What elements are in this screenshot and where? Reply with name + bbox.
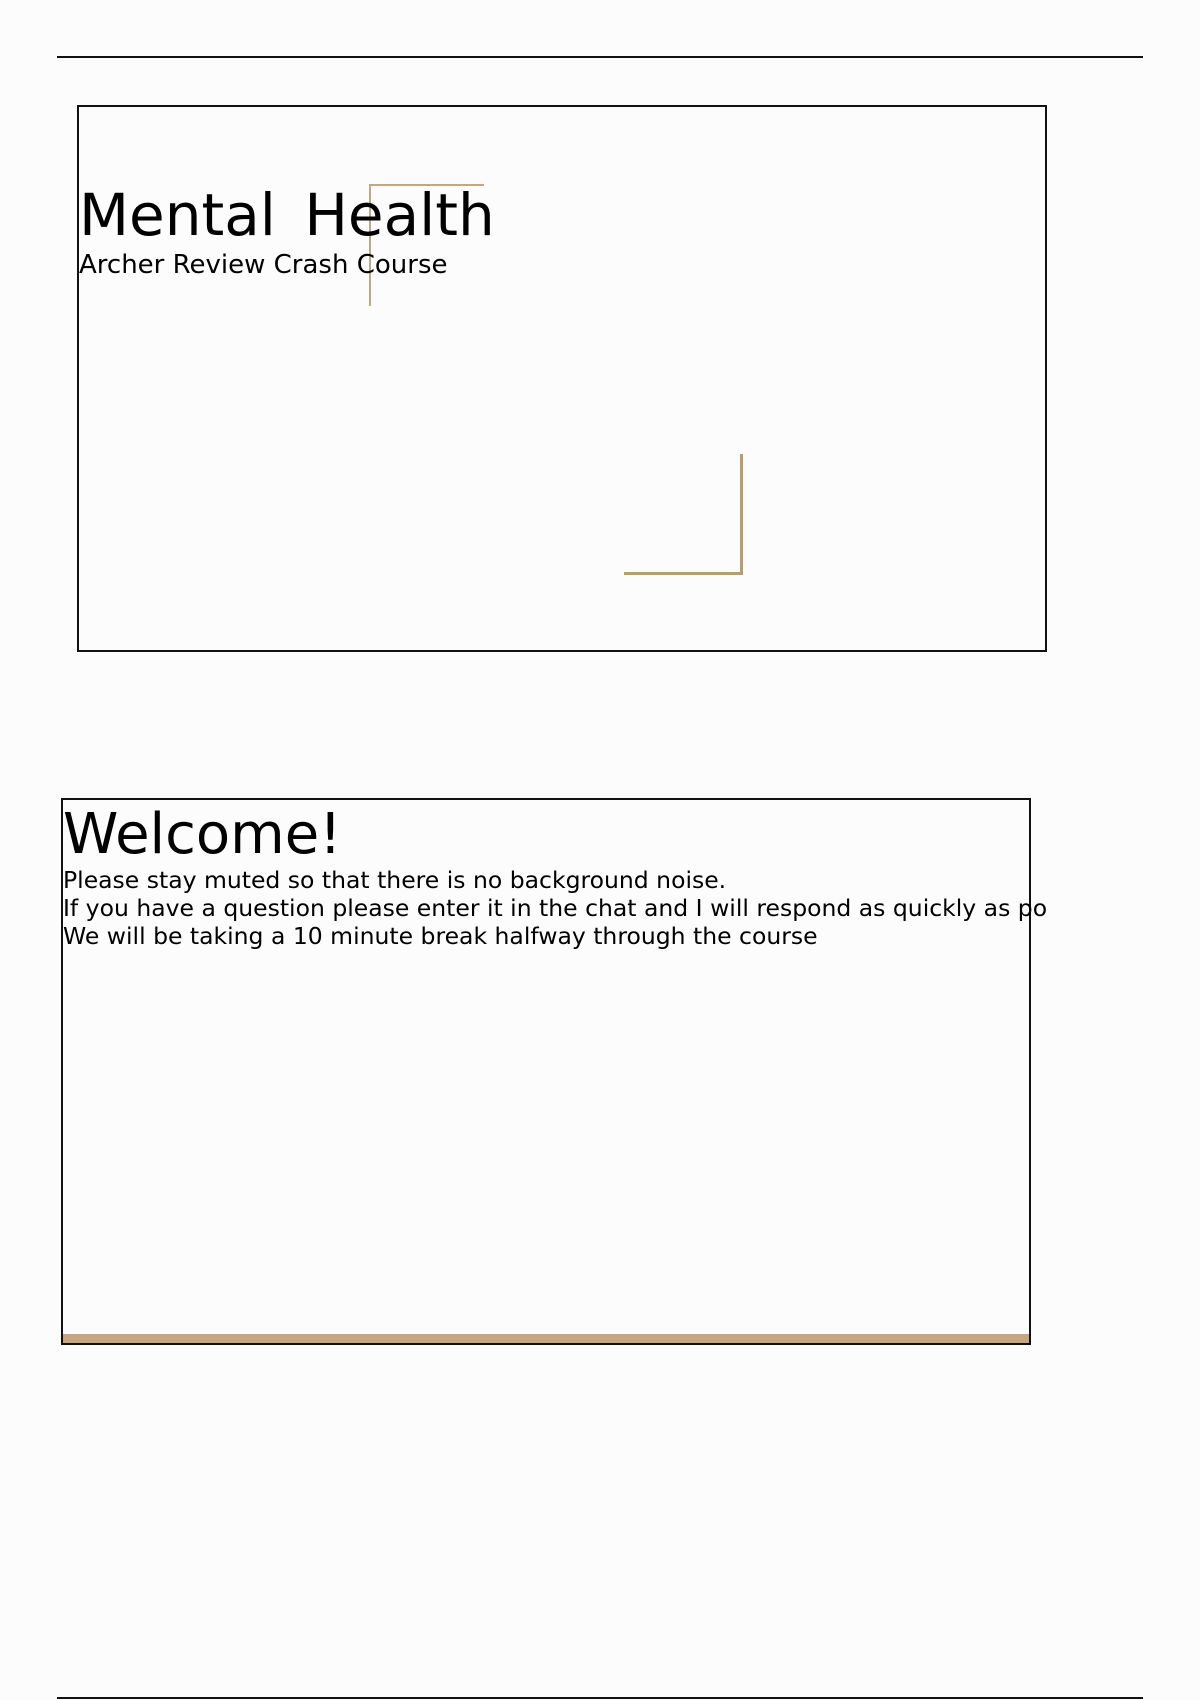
- bullet-item: We will be taking a 10 minute break halfway through the course: [63, 922, 818, 950]
- slide-subtitle: Archer Review Crash Course: [79, 250, 448, 280]
- slide-title: Mental Health: [79, 181, 495, 249]
- welcome-slide: [61, 798, 1048, 1345]
- slide-title: Welcome!: [63, 802, 342, 867]
- accent-bar: [63, 1334, 1029, 1343]
- bullet-list: [63, 866, 1091, 950]
- bottom-right-bracket-decoration: [624, 454, 743, 575]
- title-slide: [77, 105, 1047, 652]
- bullet-item: Please stay muted so that there is no background noise.: [63, 866, 727, 894]
- bullet-item: If you have a question please enter it in the chat and I will respond as quickly as po: [63, 894, 1048, 922]
- bottom-page-rule: [57, 1697, 1143, 1699]
- top-page-rule: [57, 56, 1143, 58]
